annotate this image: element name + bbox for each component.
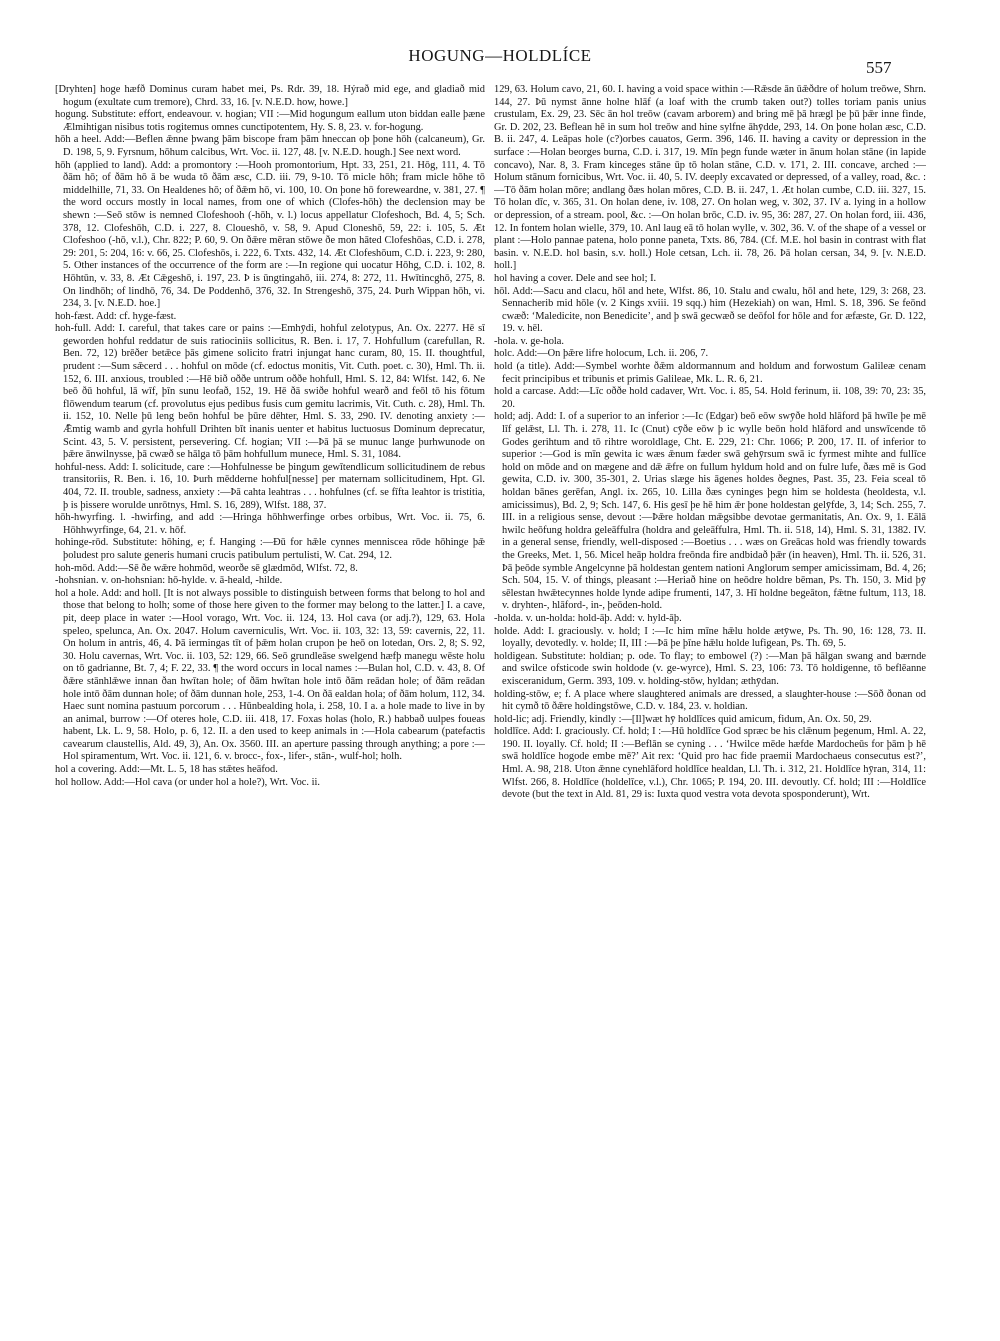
right-column: [494, 84, 926, 1324]
dictionary-entry: hohful-ness. Add: I. solicitude, care :—Hohfulnesse be þingum gewītendlicum sollicitudinem de rebus transitoriis, R. Ben. i. 16, 10. Þurh mēdderne hohful[nesse] per maternam sollicitudinem, Hpt. Gl. 404, 72. II. trouble, sadness, anxiety :—Þā cahta leahtras . . . hohfulnes (cf. se fīfta leahtor is tristitia, þ is þissere worulde unrōtnys, Hml. S. 16, 289), Wlfst. 188, 37.: [55, 461, 485, 511]
dictionary-entry: hōh-hwyrfing. l. -hwirfing, and add :—Hringa hōhhwerfinge orbes orbibus, Wrt. Voc. ii. 75, 6. Hōhhwyrfinge, 64, 21. v. hōf.: [55, 512, 485, 536]
dictionary-entry: hold; adj. Add: I. of a superior to an inferior :—Ic (Edgar) beō eōw swȳðe hold hlāford þā hwīle þe mē līf gelǣst, Ll. Th. i. 278, 11. Ic (Cnut) cȳðe eōw þ ic wylle beōn hold hlāford and unswīcende tō Godes gerihtum and tō rihtre woroldlage, Cht. E. 229, 21: Chr. 1066; P. 200, 17. II. of inferior to superior :—God is mīn gewita ic wæs ǣnum fæder swā gehȳrsum swā ic fyrmest mihte and fullīce hold on mōde and on mægene and dǣ ǣfre on fullum hyldum hold and on fulre lufe, ðæs mē is God gewita, C.D. iv. 300, 35-301, 2. Urias slæge his āgenes holdes ðegnes, Past. 35, 23. Feia sceal tō holdan bānes gerēfan, Angl. ix. 265, 10. Lilla ðæs cyninges þegn him se holdesta (heoldesta, v.l. amicissimus), Bd. 2, 9; Sch. 147, 6. His gesī þe hē him ǣr þone holdestan gelȳfde, 3, 14; Sch. 255, 7. III. in a religious sense, devout :—Þǣre holdan mǣgsibbe devotae germanitatis, An. Ox. 9, 1. Eālā hwilc heōfung holdra geleāffulra (holdra and geleāffulra, Hml. Th. ii. 518, 14), Hml. S. 31, 1382. IV. in a general sense, friendly, well-disposed :—Boetius . . . wæs on Greācas hold was friendly towards the Greeks, Met. 1, 56. Micel heāp holdra freōnda fire andbidað þǣr (in heaven), Hml. Th. ii. 526, 31. Þā þeōde symble Angelcynne þā holdestan gentem nationi Anglorum semper amicissimam, Bd. 4, 26; Sch. 504, 15. V. of things, pleasant :—Heriað hine on heōdre holdre bēman, Ps. Th. 150, 3. Mid þȳ sēlestan hwǣtecynnes holde lynde adipe frumenti, 147, 3. Hī holdne begeāton, fǣtne fultum, 113, 18. v. dryhten-, hlāford-, in-, þeōden-hold.: [494, 411, 926, 612]
running-head: HOGUNG—HOLDLÍCE: [408, 46, 592, 65]
dictionary-entry: [Dryhten] hoge hæfð Dominus curam habet mei, Ps. Rdr. 39, 18. Hýrað mid ege, and gladiað mid hogum (exultate cum tremore), Chrd. 33, 16. [v. N.E.D. how, howe.]: [55, 84, 485, 108]
dictionary-entry: hohinge-rōd. Substitute: hōhing, e; f. Hanging :—Ðū for hǣle cynnes menniscea rōde hōhinge þǣ þoludest pro salute generis humani crucis patibulum pertulisti, W. Cat. 294, 12.: [55, 537, 485, 561]
page-number: 557: [866, 58, 892, 77]
dictionary-entry: holc. Add:—On þǣre lifre holocum, Lch. ii. 206, 7.: [494, 348, 709, 360]
dictionary-entry: hol a hole. Add: and holl. [It is not always possible to distinguish between forms that belong to hol and those that belong to holh; some of those here given to the former may belong to the latter.] I. a cave, pit, deep place in water :—Hool vorago, Wrt. Voc. ii. 124, 13. Hol cava (or adj.?), 129, 63. Hola speleo, spelunca, An. Ox. 2047. Holum caverniculis, Wrt. Voc. ii. 103, 32: 13, 59: cavernis, 22, 11. On holum in antris, 46, 4. Þā iermingas tīt of þǣm holan crupon þe heō on lotedan, Ors. 2, 8; S. 92, 30. Holu cavernas, Wrt. Voc. ii. 103, 52: 129, 66. Seō grundleāse swelgend hæfþ manegu wēste holu on tō gadrianne, Bt. 7, 4; F. 22, 33. ¶ the word occurs in local names :—Bulan hol, C.D. v. 43, 8. Of ðǣre stānhlǣwe innan ðan hwītan hole; of ðām hwītan hole intō ðām reādan hole; of ðām reādan hole intō ðām dunnan hole; of ðām dunnan hole, 253, 1-4. On ðā ealdan hola; of ðām holum, 112, 34. Haec sunt nomina pastuum porcorum . . . Hūnbealding hola, i. 258, 10. I a. a hole made to live in by an animal, burrow :—Of oteres hole, C.D. iii. 418, 17. Foxas holas (holo, R.) habbað uulpes foueas habent, Lk. L. 9, 58. Holo, p. 6, 12. II. a den used to keep animals in :—Hola cabearum (patefactis cavearum claustellis, Ald. 49, 3), An. Ox. 3560. III. an aperture passing through anything; a pore :—Hol spiramentum, Wrt. Voc. ii. 121, 6. v. brocc-, fox-, lifer-, stān-, wulf-hol; holh.: [55, 587, 485, 763]
dictionary-entry: hoh-full. Add: I. careful, that takes care or pains :—Emhȳdi, hohful zelotypus, An. Ox. 2277. Hē sī geworden hohful reddatur de suis ratiociniis sollicitus, R. Ben. i. 17, 7. Hohfullum (carefullan, R. Ben. 72, 12) brēðer betǣce þās gimene solicito fratri injungat hanc curam, 80, 15. II. thoughtful, prudent :—Sum sǣcerd . . . hohful on mōde (cf. edoctus monitis, Vit. Cuth. poet. c. 30), Hml. Th. ii. 152, 6. III. anxious, troubled :—Hē bið oððe untrum oððe hohfull, Hml. S. 12, 84: Wlfst. 142, 6. Ne beō ðū hohful, lā wīf, þīn sunu leofað, 152, 19. Hē ðā swiðe hohful wearð and feōl tō his fōtum flōwendum tearum (cf. provolutus ejus pedibus fusis cum gemitu lacrimis, Vit. Cuth. c. 28), Hml. Th. ii. 152, 10. Nelle þū leng beōn hohful be þūre dēhter, Hml. S. 33, 290. IV. denoting anxiety :—Ǣmtig wamb and gyrla hohfull Drihten bīt inanis uenter et habitus luctuosus Dominum deprecatur, Scint. 43, 5. V. persistent, persevering. Cf. hogian; VII :—Þā þā se munuc lange þurhwunode on þǣre ānwilnysse, þā cwæð se hālga tō þām hohfullum munece, Hml. S. 31, 1084.: [55, 323, 485, 461]
dictionary-entry: hol having a cover. Dele and see hol; I.: [494, 272, 657, 284]
dictionary-entry: hōh a heel. Add:—Beflen ǣnne þwang þām biscope fram þām hneccan oþ þone hōh (calcaneum), Gr. D. 198, 5, 9. Fyrsnum, hōhum calcibus, Wrt. Voc. ii. 127, 48. [v. N.E.D. hough.] See next word.: [55, 134, 485, 158]
dictionary-entry: hold (a title). Add:—Symbel worhte ðǣm aldormannum and holdum and forwostum Galileæ cenam fecit principibus et tribunis et primis Galileae, Mk. L. R. 6, 21.: [494, 361, 926, 385]
dictionary-entry: hogung. Substitute: effort, endeavour. v. hogian; VII :—Mid hogungum eallum uton biddan ealle þæne Ælmihtigan nisibus totis rogitemus omnes cunctipotentem, Hy. S. 8, 23. v. for-hogung.: [55, 109, 485, 133]
dictionary-entry: holdigean. Substitute: holdian; p. ode. To flay; to embowel (?) :—Man þā hālgan swang and bærnde and swilce ofsticode swin holdode (v. ge-wyrce), Hml. S. 23, 106: 73. Tō holdigenne, tō beflēanne exisceranidum, Germ. 393, 109. v. holding-stōw, hyldan; æthȳdan.: [494, 650, 926, 687]
dictionary-entry: hol a covering. Add:—Mt. L. 5, 18 has stǣtes heāfod.: [55, 764, 278, 776]
dictionary-entry: hol hollow. Add:—Hol cava (or under hol a hole?), Wrt. Voc. ii.: [55, 776, 320, 788]
dictionary-entry: hōl. Add:—Sacu and clacu, hōl and hete, Wlfst. 86, 10. Stalu and cwalu, hōl and hete, 129, 3: 268, 23. Sennacherib mid hōle (v. 2 Kings xviii. 19 sqq.) him (Hezekiah) on wan, Hml. S. 18, 396. Se feōnd cwæð: ‘Maledicite, non Benedicite’, and þ swā gecwæð se deōfol for hōle and for æfæste, Gr. D. 122, 19. v. hēl.: [494, 285, 926, 335]
dictionary-entry: hold a carcase. Add:—Līc oððe hold cadaver, Wrt. Voc. i. 85, 54. Hold ferinum, ii. 108, 39: 70, 23: 35, 20.: [494, 386, 926, 410]
dictionary-entry: holde. Add: I. graciously. v. hold; I :—Ic him mīne hǣlu holde ætȳwe, Ps. Th. 90, 16: 128, 73. II. loyally, devotedly. v. holde; II, III :—Þā þe þīne hǣlu holde lufigean, Ps. Th. 69, 5.: [494, 625, 926, 650]
left-column: [55, 84, 485, 1324]
dictionary-entry: 129, 63. Holum cavo, 21, 60. I. having a void space within :—Rǣsde ān ūǣðdre of holum treōwe, Shrn. 144, 27. Þū nymst ānne holne hlāf (a loaf with the crumb taken out?) tolles toriam panis unius crustulam, Ex. 29, 23. Sēc ān hol treōw (cavam arborem) and bring mē þā hrægl þe þū þǣr inne finde, Gr. D. 202, 23. Beflean hē in sum hol treōw and hine sylfne āhȳdde, 293, 14. On þone holan æsc, C.D. B. ii. 247, 4. Leāpas hole (c?)orbes cauatos, Germ. 396, 146. II. having a cavity or depression in the surface :—Holan beorges burna, C.D. i. 317, 19. Mīn þegn funde wæter in ānum holan stāne (in lapide concavo), Nar. 8, 3. Fram kinceges stāne ūp tō holan stāne, C.D. v. 171, 2. III. concave, arched :—Holum stānum fornicibus, Wrt. Voc. ii. 40, 5. IV. deeply excavated or depressed, of a valley, road, &c. :—Tō ðām holan mōre; andlang ðæs holan mōres, C.D. B. ii. 247, 1. Æt holan cumbe, C.D. iii. 327, 15. Tō holan dīc, v. 365, 31. On holan dene, iv. 108, 27. On holan weg, v. 302, 37. IV a. lying in a hollow or depression, of a stream. pool, &c. :—On holan brōc, C.D. iv. 95, 36: 287, 27. On holan ford, iii. 436, 12. In fontem holan wielle, 379, 10. Anl laug eā tō holan wylle, v. 302, 36. V. of the shape of a vessel or plant :—Holo pannae patena, holo ponne paneta, Txts. 86, 784. (Cf. M.E. hol basin in contrast with flat basin. v. N.E.D. hol basin, s.v. holl.) Hole cetsan, Lch. ii. 78, 26. Þā holan cersan, 34, 9. [v. N.E.D. holl.]: [494, 84, 926, 272]
dictionary-entry: -hohsnian. v. on-hohsnian: hō-hylde. v. ā-heald, -hilde.: [55, 575, 283, 587]
dictionary-entry: -hola. v. ge-hola.: [494, 335, 565, 347]
dictionary-entry: hōh (applied to land). Add: a promontory :—Hooh promontorium, Hpt. 33, 251, 21. Hōg, 111, 4. Tō ðām hō; of ðām hō ā be wuda tō ðām æsc, C.D. iii. 79, 9-10. Tō micle hōh; fram micle hōhe tō middelhille, 71, 33. On Healdenes hō; of ðǣm hō, vi. 100, 10. On þone hō foreweardne, v. 381, 27. ¶ the word occurs mostly in local names, from one of which (Clofes-hōh) the declension may be shewn :—Seō stōw is nemned Clofeshooh (-hōh, v. l.) locus appellatur Clofeshoch, Bd. 4, 5; Sch. 378, 12. Clofeshōh, C.D. i. 227, 8. Cloueshō, v. 58, 9. Apud Cloneshō, 59, 22: i. 105, 5. Æt Clofeshoo (-hō, v.l.), Chr. 822; P. 60, 9. On ðǣre mēran stōwe ðe mon hāted Clofeshōas, C.D. i. 278, 29: 201, 5: 204, 16: v. 66, 25. Clofeshōs, i. 222, 6. Txts. 432, 14. Æt Clofeshōum, C.D. i. 223, 9: 280, 5. Other instances of the occurrence of the form are :—In regione qui uocatur Hōhg, C.D. i. 102, 8. Hōhtūn, v. 33, 8. Æt Cǣgeshō, i. 197, 23. Þ is ūngtingahō, iii. 274, 8: 272, 11. Hwītincghō, 275, 8. On lindhōh; of lindhō, 76, 34. De Poddenhō, 376, 32. In Strengeshō, 375, 24. Þurh Wippan hōh, vi. 234, 3. [v. N.E.D. hoe.]: [55, 159, 485, 310]
dictionary-entry: holdlīce. Add: I. graciously. Cf. hold; I :—Hū holdlīce God spræc be his clǣnum þegenum, Hml. A. 22, 190. II. loyally. Cf. hold; II :—Beflān se cyning . . . ‘Hwilce mēde hæfde Mardocheūs for þām þ hē swā holdlīce hogode embe mē?’ Ait rex: ‘Quid pro hac fide praemii Mardochaeus consecutus est?’, Hml. A. 98, 218. Uton ǣnne cynehlāford holdlīce healdan, Ll. Th. i. 312, 21. Holdlīce hȳran, 314, 11: Wlfst. 266, 8. Holdlīce (holdelīce, v.l.), Chr. 1065; P. 194, 20. III. devoutly. Cf. hold; III :—Holdlīce devote (but the text in Ald. 81, 29 is: Iuxta quod vestra vota devota sposponderunt), Wrt.: [494, 726, 926, 801]
dictionary-entry: hoh-fæst. Add: cf. hyge-fæst.: [55, 310, 177, 322]
dictionary-entry: -holda. v. un-holda: hold-āþ. Add: v. hyld-āþ.: [494, 612, 682, 624]
dictionary-entry: hoh-mōd. Add:—Sē ðe wǣre hohmōd, weorðe sē glædmōd, Wlfst. 72, 8.: [55, 562, 358, 574]
dictionary-entry: hold-lic; adj. Friendly, kindly :—[Il]wæt hȳ holdlīces quid amicum, fidum, An. Ox. 50, 29.: [494, 713, 872, 725]
dictionary-entry: holding-stōw, e; f. A place where slaughtered animals are dressed, a slaughter-house :—Sōð ðonan od hit cymð tō ðǣre holdingstōwe, C.D. v. 184, 23. v. holdian.: [494, 688, 926, 713]
